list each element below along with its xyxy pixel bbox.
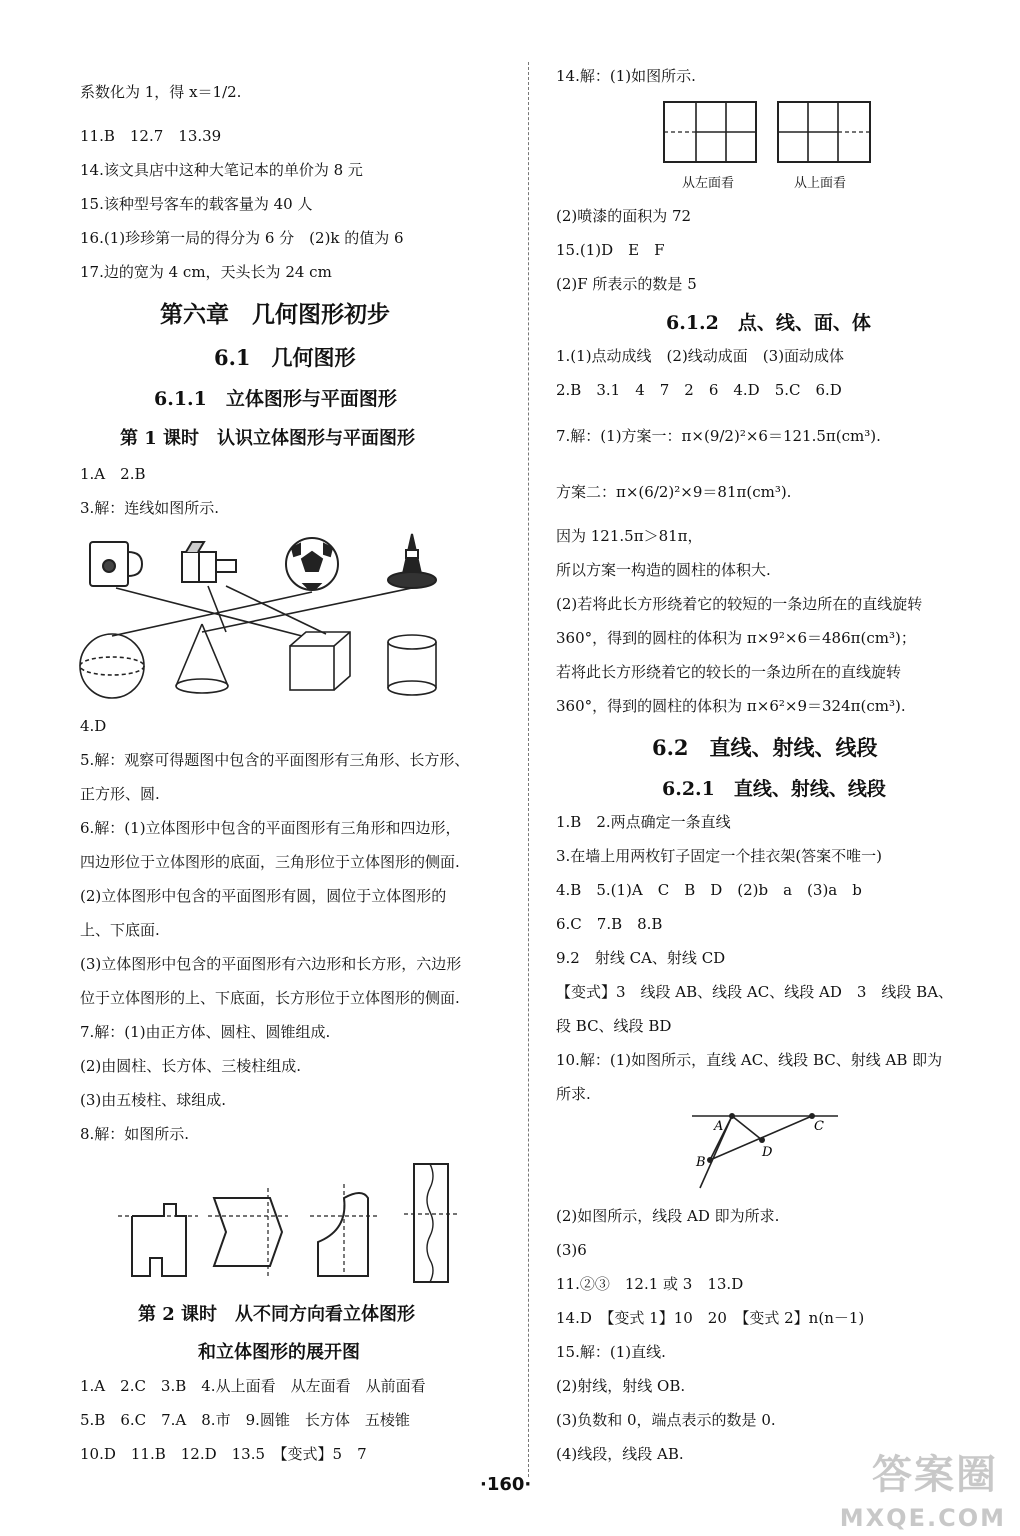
- shape-curve: [310, 1184, 380, 1276]
- line-ray-figure: [690, 1106, 840, 1192]
- answer-line: 3.解：连线如图所示.: [80, 499, 220, 517]
- answer-line: (3)6: [556, 1241, 587, 1259]
- lesson-title: 和立体图形的展开图: [198, 1342, 360, 1363]
- lesson-title: 第 1 课时 认识立体图形与平面图形: [120, 428, 416, 449]
- answer-line: 因为 121.5π＞81π，: [556, 527, 703, 545]
- column-divider: [528, 62, 529, 1477]
- answer-line: 11.B 12.7 13.39: [80, 127, 222, 145]
- subsection-title: 6.1.2 点、线、面、体: [666, 312, 871, 334]
- answer-line: 1.B 2.两点确定一条直线: [556, 813, 731, 831]
- answer-line: 1.A 2.B: [80, 465, 146, 483]
- answer-line: 四边形位于立体图形的底面，三角形位于立体图形的侧面.: [80, 853, 460, 871]
- left-view-grid: [664, 102, 756, 162]
- answer-line: 14.解：(1)如图所示.: [556, 67, 696, 85]
- shape-castle: [118, 1204, 198, 1276]
- answer-line: 正方形、圆.: [80, 785, 160, 803]
- answer-line: 4.B 5.(1)A C B D (2)b a (3)a b: [556, 881, 862, 899]
- answer-line: (2)射线，射线 OB.: [556, 1377, 686, 1395]
- answer-line: 6.解：(1)立体图形中包含的平面图形有三角形和四边形，: [80, 819, 461, 837]
- answer-line: (4)线段，线段 AB.: [556, 1445, 684, 1463]
- answer-line: 360°，得到的圆柱的体积为 π×6²×9＝324π(cm³).: [556, 697, 906, 715]
- cube-icon: [290, 632, 350, 690]
- answer-line: 11.②③ 12.1 或 3 13.D: [556, 1275, 744, 1293]
- subsection-title: 6.2.1 直线、射线、线段: [662, 778, 886, 800]
- sphere-icon: [80, 634, 144, 698]
- matching-lines: [112, 586, 412, 636]
- section-title: 6.2 直线、射线、线段: [652, 735, 878, 760]
- answer-line: (2)如图所示，线段 AD 即为所求.: [556, 1207, 780, 1225]
- matching-figure: [76, 528, 476, 708]
- answer-line: 5.解：观察可得题图中包含的平面图形有三角形、长方形、: [80, 751, 470, 769]
- answer-line: 360°，得到的圆柱的体积为 π×9²×6＝486π(cm³)；: [556, 629, 916, 647]
- answer-line: (2)喷漆的面积为 72: [556, 207, 692, 225]
- answer-line: (2)F 所表示的数是 5: [556, 275, 697, 293]
- answer-line: 3.在墙上用两枚钉子固定一个挂衣架(答案不唯一): [556, 847, 883, 865]
- point-label-c: C: [814, 1119, 824, 1134]
- answer-line: 所求.: [556, 1085, 591, 1103]
- answer-line: 1.(1)点动成线 (2)线动成面 (3)面动成体: [556, 347, 845, 365]
- chapter-title: 第六章 几何图形初步: [160, 301, 390, 328]
- section-figure: [118, 1158, 478, 1288]
- mug-icon: [90, 542, 142, 586]
- answer-line: 14.D 【变式 1】10 20 【变式 2】n(n－1): [556, 1309, 865, 1327]
- shape-strip: [404, 1164, 458, 1282]
- answer-line: 17.边的宽为 4 cm，天头长为 24 cm: [80, 263, 332, 281]
- answer-line: 5.B 6.C 7.A 8.市 9.圆锥 长方体 五棱锥: [80, 1411, 410, 1429]
- watermark-logo: 答案圈: [872, 1452, 998, 1498]
- shape-arrow-band: [208, 1188, 288, 1276]
- soccer-ball-icon: [286, 538, 338, 590]
- answer-line: 15.(1)D E F: [556, 241, 665, 259]
- answer-line: 系数化为 1，得 x＝1/2.: [80, 83, 242, 101]
- answer-line: 16.(1)珍珍第一局的得分为 6 分 (2)k 的值为 6: [80, 229, 404, 247]
- traffic-cone-icon: [388, 534, 436, 588]
- answer-line: 10.解：(1)如图所示，直线 AC、线段 BC、射线 AB 即为: [556, 1051, 943, 1069]
- top-view-grid: [778, 102, 870, 162]
- answer-line: 9.2 射线 CA、射线 CD: [556, 949, 726, 967]
- answer-line: 上、下底面.: [80, 921, 160, 939]
- answer-line: (2)立体图形中包含的平面图形有圆，圆位于立体图形的: [80, 887, 447, 905]
- answer-line: (2)若将此长方形绕着它的较短的一条边所在的直线旋转: [556, 595, 923, 613]
- answer-line: 1.A 2.C 3.B 4.从上面看 从左面看 从前面看: [80, 1377, 426, 1395]
- answer-line: 8.解：如图所示.: [80, 1125, 190, 1143]
- point-label-d: D: [762, 1145, 773, 1160]
- answer-line: 所以方案一构造的圆柱的体积大.: [556, 561, 771, 579]
- views-figure: [662, 100, 872, 164]
- answer-line: 方案二：π×(6/2)²×9＝81π(cm³).: [556, 483, 792, 501]
- answer-line: 10.D 11.B 12.D 13.5 【变式】5 7: [80, 1445, 367, 1463]
- figure-caption: 从左面看: [682, 176, 735, 191]
- answer-line: 7.解：(1)方案一：π×(9/2)²×6＝121.5π(cm³).: [556, 427, 881, 445]
- section-title: 6.1 几何图形: [214, 345, 356, 370]
- answer-line: 15.该种型号客车的载客量为 40 人: [80, 195, 313, 213]
- answer-line: 若将此长方形绕着它的较长的一条边所在的直线旋转: [556, 663, 902, 681]
- cone-icon: [176, 624, 228, 693]
- answer-line: 14.该文具店中这种大笔记本的单价为 8 元: [80, 161, 363, 179]
- answer-line: 6.C 7.B 8.B: [556, 915, 663, 933]
- cylinder-icon: [388, 635, 436, 695]
- answer-line: 2.B 3.1 4 7 2 6 4.D 5.C 6.D: [556, 381, 842, 399]
- point-label-b: B: [696, 1155, 706, 1170]
- answer-line: 位于立体图形的上、下底面，长方形位于立体图形的侧面.: [80, 989, 460, 1007]
- answer-line: (3)负数和 0，端点表示的数是 0.: [556, 1411, 776, 1429]
- watermark-url: MXQE.COM: [839, 1504, 1006, 1532]
- answer-line: 7.解：(1)由正方体、圆柱、圆锥组成.: [80, 1023, 331, 1041]
- answer-line: 4.D: [80, 717, 107, 735]
- answer-line: 【变式】3 线段 AB、线段 AC、线段 AD 3 线段 BA、: [556, 983, 954, 1001]
- figure-caption: 从上面看: [794, 176, 847, 191]
- gift-box-icon: [182, 542, 236, 582]
- answer-line: (2)由圆柱、长方体、三棱柱组成.: [80, 1057, 302, 1075]
- answer-line: (3)立体图形中包含的平面图形有六边形和长方形，六边形: [80, 955, 462, 973]
- lesson-title: 第 2 课时 从不同方向看立体图形: [138, 1304, 416, 1325]
- answer-line: 15.解：(1)直线.: [556, 1343, 666, 1361]
- point-label-a: A: [714, 1119, 724, 1134]
- page-number: ·160·: [480, 1474, 532, 1495]
- answer-line: (3)由五棱柱、球组成.: [80, 1091, 227, 1109]
- answer-line: 段 BC、线段 BD: [556, 1017, 672, 1035]
- subsection-title: 6.1.1 立体图形与平面图形: [154, 388, 397, 410]
